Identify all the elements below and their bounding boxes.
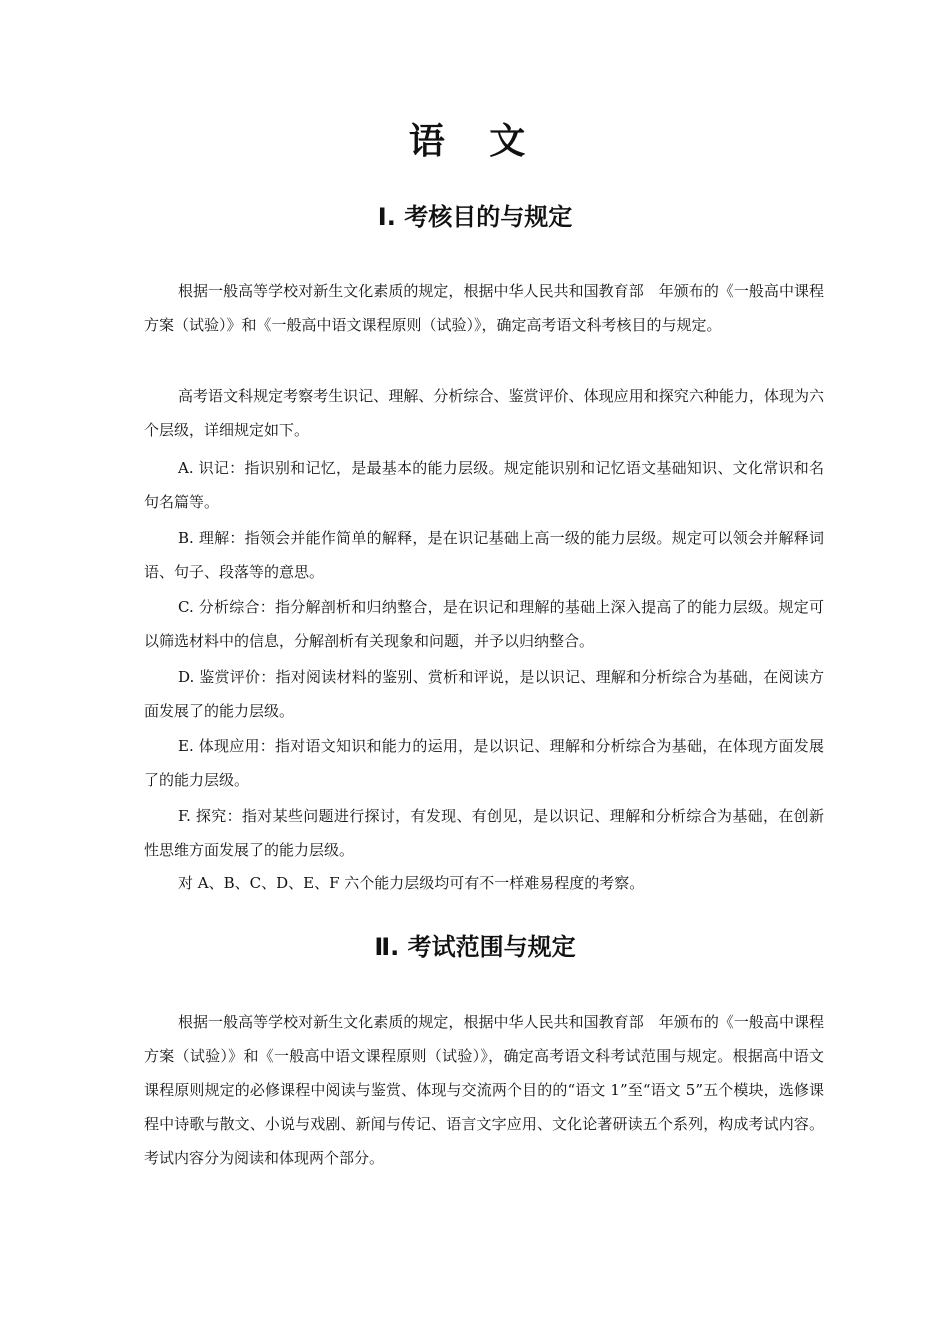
paragraph-ability-d: D. 鉴赏评价：指对阅读材料的鉴别、赏析和评说，是以识记、理解和分析综合为基础，在阅读方面发展了的能力层级。 (144, 668, 824, 720)
section-heading-exam-scope: Ⅱ. 考试范围与规定 (374, 933, 576, 961)
paragraph-exam-scope-intro: 根据一般高等学校对新生文化素质的规定，根据中华人民共和国教育部 年颁布的《一般高中课程方案（试验）》和《一般高中语文课程原则（试验）》，确定高考语文科考试范围与规定。根据高中语文课程原则规定的必修课程中阅读与鉴赏、体现与交流两个目的的“语文 1”至“语文 5”五个模块，选修课程中诗歌与散文、小说与戏剧、新闻与传记、语言文字应用、文化论著研读五个系列，构成考试内容。考试内容分为阅读和体现两个部分。 (144, 1013, 824, 1167)
paragraph-ability-c: C. 分析综合：指分解剖析和归纳整合，是在识记和理解的基础上深入提高了的能力层级。规定可以筛选材料中的信息，分解剖析有关现象和问题，并予以归纳整合。 (144, 598, 824, 650)
document-title: 语 文 (408, 121, 542, 162)
paragraph-ability-f: F. 探究：指对某些问题进行探讨，有发现、有创见，是以识记、理解和分析综合为基础，在创新性思维方面发展了的能力层级。 (144, 807, 824, 859)
paragraph-assessment-intro: 根据一般高等学校对新生文化素质的规定，根据中华人民共和国教育部 年颁布的《一般高中课程方案（试验）》和《一般高中语文课程原则（试验）》，确定高考语文科考核目的与规定。 (144, 282, 824, 334)
paragraph-ability-e: E. 体现应用：指对语文知识和能力的运用，是以识记、理解和分析综合为基础，在体现方面发展了的能力层级。 (144, 737, 824, 789)
paragraph-six-abilities: 高考语文科规定考察考生识记、理解、分析综合、鉴赏评价、体现应用和探究六种能力，体现为六个层级，详细规定如下。 (144, 387, 824, 439)
section-heading-assessment-goals: Ⅰ. 考核目的与规定 (377, 203, 573, 231)
paragraph-ability-summary: 对 A、B、C、D、E、F 六个能力层级均可有不一样难易程度的考察。 (178, 874, 645, 892)
paragraph-ability-a: A. 识记：指识别和记忆，是最基本的能力层级。规定能识别和记忆语文基础知识、文化常识和名句名篇等。 (144, 459, 824, 511)
paragraph-ability-b: B. 理解：指领会并能作简单的解释，是在识记基础上高一级的能力层级。规定可以领会并解释词语、句子、段落等的意思。 (144, 529, 824, 581)
